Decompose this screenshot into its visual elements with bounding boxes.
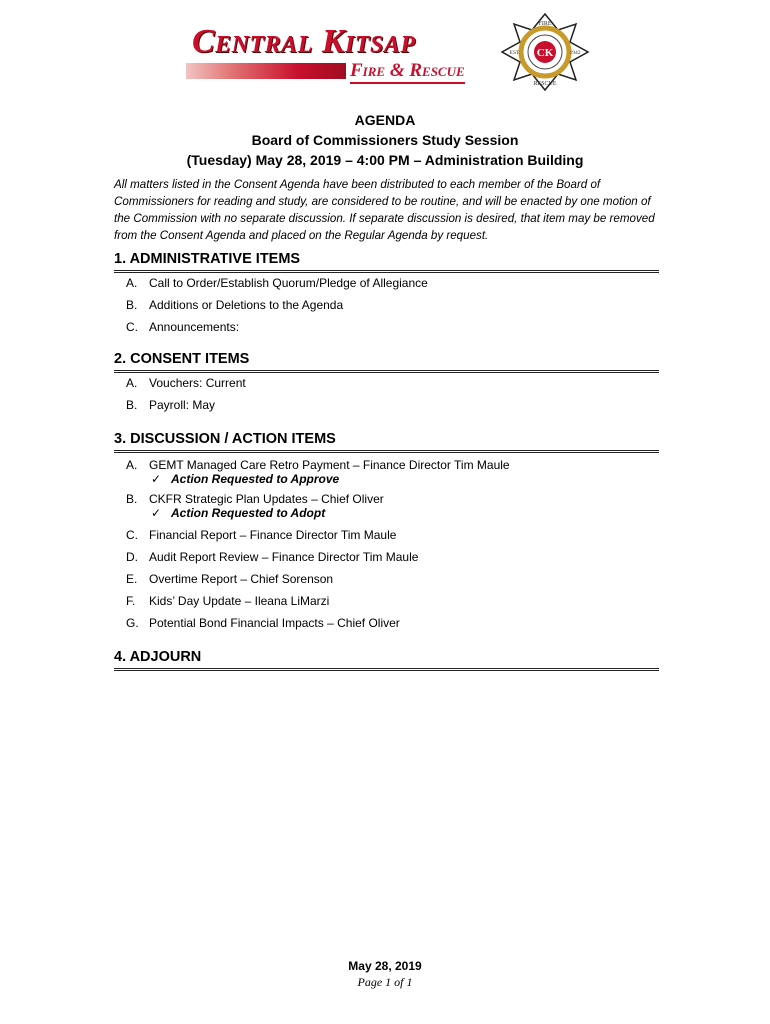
action-requested (114, 472, 659, 486)
item-text: Vouchers: Current (149, 376, 246, 390)
org-name: Central Kitsap (192, 23, 416, 60)
item-letter: D. (126, 550, 138, 564)
fire-rescue-seal-icon (500, 12, 590, 92)
agenda-item (114, 320, 659, 334)
item-letter: A. (126, 276, 138, 290)
meeting-datetime: (Tuesday) May 28, 2019 – 4:00 PM – Administration Building (186, 152, 584, 168)
agenda-item (114, 594, 659, 608)
action-text: Action Requested to Adopt (171, 506, 326, 520)
consent-intro-paragraph: All matters listed in the Consent Agenda have been distributed to each member of the Board of Commissioners for reading and study, are considered to be routine, and will be enacted by one motion of the Commission with no separate discussion. If separate discussion is desired, that item may be removed from the Consent Agenda and placed on the Regular Agenda by request. (114, 178, 655, 242)
agenda-item (114, 492, 659, 506)
agenda-item (114, 398, 659, 412)
seal-left-text: EST. (509, 50, 521, 56)
item-text: Call to Order/Establish Quorum/Pledge of Allegiance (149, 276, 428, 290)
item-letter: B. (126, 298, 138, 312)
section-consent (114, 350, 659, 412)
item-letter: A. (126, 376, 138, 390)
agenda-item (114, 298, 659, 312)
seal-initials: CK (536, 47, 554, 59)
item-text: Additions or Deletions to the Agenda (149, 298, 344, 312)
item-text: Overtime Report – Chief Sorenson (149, 572, 334, 586)
agenda-item (114, 550, 659, 564)
item-text: Potential Bond Financial Impacts – Chief Oliver (149, 616, 400, 630)
brand-bar (186, 63, 346, 79)
action-requested (114, 506, 659, 520)
section-title: 3. DISCUSSION / ACTION ITEMS (114, 430, 659, 453)
item-text: GEMT Managed Care Retro Payment – Finance Director Tim Maule (149, 458, 510, 472)
item-text: CKFR Strategic Plan Updates – Chief Oliver (149, 492, 384, 506)
meeting-name: Board of Commissioners Study Session (251, 132, 519, 148)
agenda-title: AGENDA (354, 112, 416, 128)
item-text: Financial Report – Finance Director Tim Maule (149, 528, 397, 542)
seal-top-text: FIRE (538, 21, 552, 27)
item-letter: B. (126, 398, 138, 412)
section-title: 2. CONSENT ITEMS (114, 350, 659, 373)
item-letter: E. (126, 572, 138, 586)
item-letter: C. (126, 528, 138, 542)
seal-right-text: 1942 (569, 50, 581, 56)
agenda-item (114, 616, 659, 630)
item-letter: G. (126, 616, 139, 630)
item-text: Announcements: (149, 320, 240, 334)
item-text: Kids’ Day Update – Ileana LiMarzi (149, 594, 330, 608)
item-text: Payroll: May (149, 398, 216, 412)
section-title: 1. ADMINISTRATIVE ITEMS (114, 250, 659, 273)
item-letter: C. (126, 320, 138, 334)
item-letter: F. (126, 594, 136, 608)
seal-bottom-text: RESCUE (533, 81, 557, 87)
agenda-item (114, 572, 659, 586)
checkmark-icon: ✓ (151, 506, 162, 520)
item-letter: B. (126, 492, 138, 506)
section-administrative (114, 250, 659, 334)
page-number: Page 1 of 1 (357, 975, 413, 989)
item-letter: A. (126, 458, 138, 472)
section-discussion-action (114, 430, 659, 630)
section-title: 4. ADJOURN (114, 648, 659, 671)
checkmark-icon: ✓ (151, 472, 162, 486)
agenda-header (110, 110, 660, 170)
item-text: Audit Report Review – Finance Director Tim Maule (149, 550, 419, 564)
footer-date: May 28, 2019 (348, 959, 422, 973)
page-footer (0, 958, 770, 990)
agenda-item (114, 276, 659, 290)
agenda-item (114, 458, 659, 472)
agenda-item (114, 528, 659, 542)
agenda-item (114, 376, 659, 390)
section-adjourn (114, 648, 659, 671)
action-text: Action Requested to Approve (171, 472, 340, 486)
org-subtitle: Fire & Rescue (350, 60, 465, 84)
letterhead (0, 0, 770, 100)
